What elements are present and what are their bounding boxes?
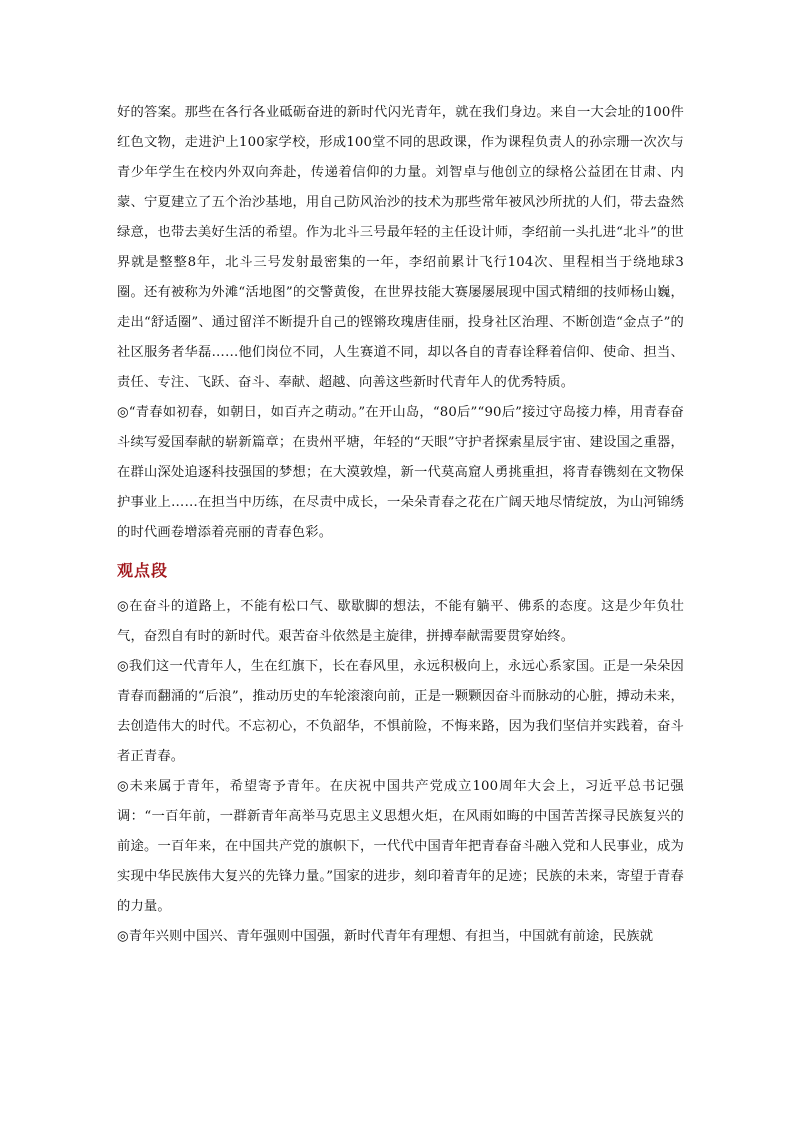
body-paragraph-examples: 好的答案。那些在各行各业砥砺奋进的新时代闪光青年，就在我们身边。来自一大会址的100件红色文物，走进沪上100家学校，形成100堂不同的思政课，作为课程负责人的孙宗珊一次次与青少年学生在校内外双向奔赴，传递着信仰的力量。刘智卓与他创立的绿格公益团在甘肃、内蒙、宁夏建立了五个治沙基地，用自己防风治沙的技术为那些常年被风沙所扰的人们，带去盎然绿意，也带去美好生活的希望。作为北斗三号最年轻的主任设计师，李绍前一头扎进“北斗”的世界就是整整8年，北斗三号发射最密集的一年，李绍前累计飞行104次、里程相当于绕地球3圈。还有被称为外滩“活地图”的交警黄俊，在世界技能大赛屡屡展现中国式精细的技师杨山巍，走出“舒适圈”、通过留洋不断提升自己的铿锵玫瑰唐佳丽，投身社区治理、不断创造“金点子”的社区服务者华磊……他们岗位不同，人生赛道不同，却以各自的青春诠释着信仰、使命、担当、责任、专注、飞跃、奋斗、奉献、超越、向善这些新时代青年人的优秀特质。 xyxy=(117,105,684,390)
section-heading: 观点段 xyxy=(117,561,169,580)
document-page xyxy=(117,98,684,952)
viewpoint-paragraph-generation: ◎我们这一代青年人，生在红旗下，长在春风里，永远积极向上，永远心系家国。正是一朵朵因青春而翻涌的“后浪”，推动历史的车轮滚滚向前，正是一颗颗因奋斗而脉动的心脏，搏动未来，去创造伟大的时代。不忘初心，不负韶华，不惧前险，不悔来路，因为我们坚信并实践着，奋斗者正青春。 xyxy=(117,659,684,764)
viewpoint-paragraph-future: ◎未来属于青年，希望寄予青年。在庆祝中国共产党成立100周年大会上，习近平总书记强调：“一百年前，一群新青年高举马克思主义思想火炬，在风雨如晦的中国苦苦探寻民族复兴的前途。一百年来，在中国共产党的旗帜下，一代代中国青年把青春奋斗融入党和人民事业，成为实现中华民族伟大复兴的先锋力量。”国家的进步，刻印着青年的足迹；民族的未来，寄望于青春的力量。 xyxy=(117,779,684,914)
body-paragraph-youth-spring: ◎“青春如初春，如朝日，如百卉之萌动。”在开山岛，“80后”“90后”接过守岛接力棒，用青春奋斗续写爱国奉献的崭新篇章；在贵州平塘，年轻的“天眼”守护者探索星辰宇宙、建设国之重器，在群山深处追逐科技强国的梦想；在大漠敦煌，新一代莫高窟人勇挑重担，将青春镌刻在文物保护事业上……在担当中历练，在尽责中成长，一朵朵青春之花在广阔天地尽情绽放，为山河锦绣的时代画卷增添着亮丽的青春色彩。 xyxy=(117,405,684,540)
viewpoint-paragraph-youth-strong: ◎青年兴则中国兴、青年强则中国强，新时代青年有理想、有担当，中国就有前途，民族就 xyxy=(117,929,654,944)
viewpoint-paragraph-struggle: ◎在奋斗的道路上，不能有松口气、歇歇脚的想法，不能有躺平、佛系的态度。这是少年负壮气，奋烈自有时的新时代。艰苦奋斗依然是主旋律，拼搏奉献需要贯穿始终。 xyxy=(117,599,684,644)
